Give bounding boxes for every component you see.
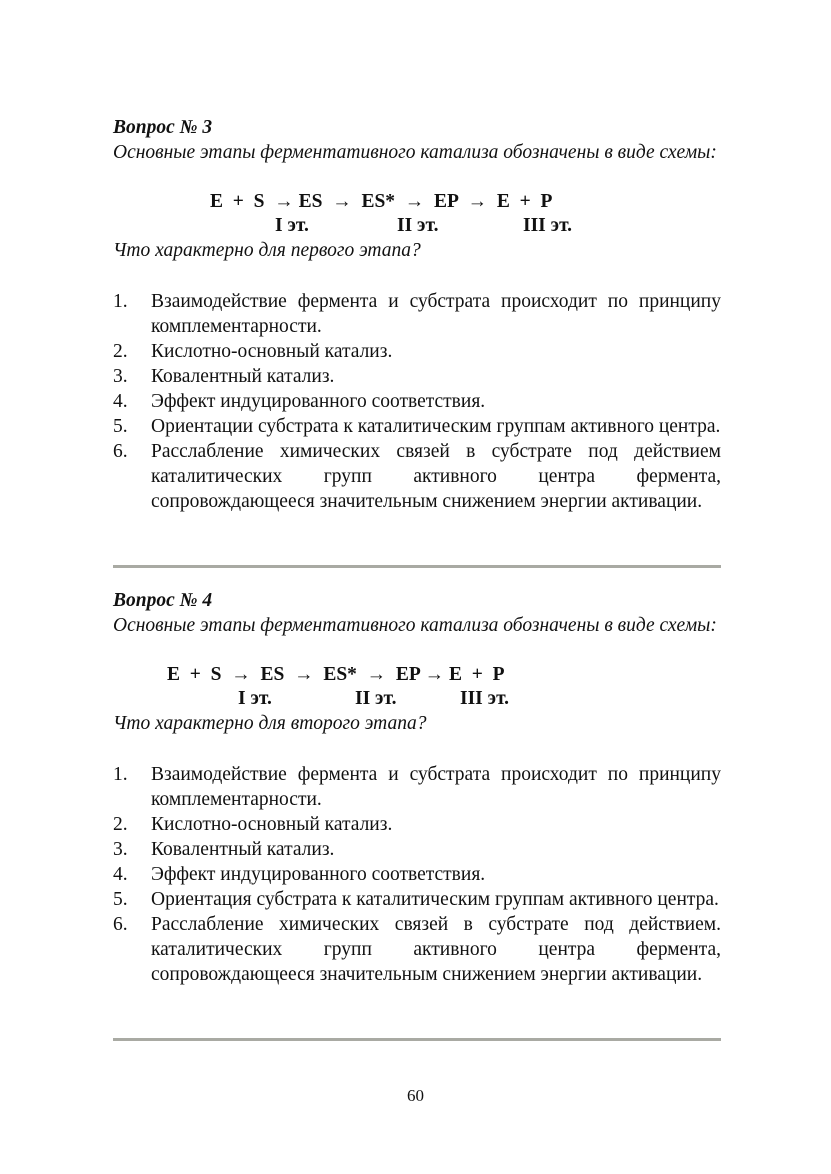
- section-divider: [113, 1038, 721, 1041]
- answer-option[interactable]: [113, 912, 721, 987]
- answer-number: 3.: [113, 839, 128, 860]
- answer-text: Взаимодействие фермента и субстрата происходит по принципу комплементарности.: [151, 291, 721, 337]
- answer-text: Ориентация субстрата к каталитическим группам активного центра.: [151, 889, 719, 910]
- answer-option[interactable]: [113, 389, 721, 414]
- answer-option[interactable]: [113, 364, 721, 389]
- answer-text: Кислотно-основный катализ.: [151, 814, 393, 835]
- question-3-text: Основные этапы ферментативного катализа обозначены в виде схемы:: [113, 142, 717, 163]
- question-3-stage-2: II эт.: [397, 215, 439, 236]
- answer-number: 3.: [113, 366, 128, 387]
- answer-number: 1.: [113, 291, 128, 312]
- answer-text: Ориентации субстрата к каталитическим группам активного центра.: [151, 416, 721, 437]
- answer-option[interactable]: [113, 414, 721, 439]
- question-3-prompt: Что характерно для первого этапа?: [113, 240, 421, 261]
- answer-number: 5.: [113, 416, 128, 437]
- question-3-title: Вопрос № 3: [113, 117, 213, 138]
- answer-number: 1.: [113, 764, 128, 785]
- answer-text: Эффект индуцированного соответствия.: [151, 864, 486, 885]
- question-3-answer-list: [113, 289, 721, 514]
- question-4-stage-1: I эт.: [238, 688, 272, 709]
- question-4-answer-list: [113, 762, 721, 987]
- question-3-stage-1: I эт.: [275, 215, 309, 236]
- answer-number: 2.: [113, 814, 128, 835]
- question-4-stage-3: III эт.: [460, 688, 510, 709]
- answer-number: 5.: [113, 889, 128, 910]
- question-4-stage-2: II эт.: [355, 688, 397, 709]
- answer-number: 2.: [113, 341, 128, 362]
- answer-option[interactable]: [113, 762, 721, 812]
- answer-number: 4.: [113, 391, 128, 412]
- answer-option[interactable]: [113, 339, 721, 364]
- answer-option[interactable]: [113, 837, 721, 862]
- answer-text: Взаимодействие фермента и субстрата происходит по принципу комплементарности.: [151, 764, 721, 810]
- answer-option[interactable]: [113, 862, 721, 887]
- answer-text: Эффект индуцированного соответствия.: [151, 391, 486, 412]
- question-4-text: Основные этапы ферментативного катализа обозначены в виде схемы:: [113, 615, 717, 636]
- answer-text: Расслабление химических связей в субстрате под действием. каталитических групп активного центра фермента, сопровождающееся значительным снижением энергии активации.: [151, 914, 721, 985]
- page-number: 60: [407, 1086, 424, 1105]
- question-4-title: Вопрос № 4: [113, 590, 213, 611]
- answer-number: 6.: [113, 914, 128, 935]
- question-3-scheme: E + S → ES → ES* → EP → E + P: [210, 191, 553, 212]
- answer-text: Расслабление химических связей в субстрате под действием каталитических групп активного центра фермента, сопровождающееся значительным снижением энергии активации.: [151, 441, 721, 512]
- answer-text: Ковалентный катализ.: [151, 366, 335, 387]
- section-divider: [113, 565, 721, 568]
- question-4-prompt: Что характерно для второго этапа?: [113, 713, 427, 734]
- answer-text: Кислотно-основный катализ.: [151, 341, 393, 362]
- question-4-scheme: E + S → ES → ES* → EP → E + P: [167, 664, 505, 685]
- answer-number: 6.: [113, 441, 128, 462]
- answer-option[interactable]: [113, 887, 721, 912]
- answer-number: 4.: [113, 864, 128, 885]
- answer-option[interactable]: [113, 812, 721, 837]
- answer-text: Ковалентный катализ.: [151, 839, 335, 860]
- question-3-stage-3: III эт.: [523, 215, 573, 236]
- answer-option[interactable]: [113, 289, 721, 339]
- answer-option[interactable]: [113, 439, 721, 514]
